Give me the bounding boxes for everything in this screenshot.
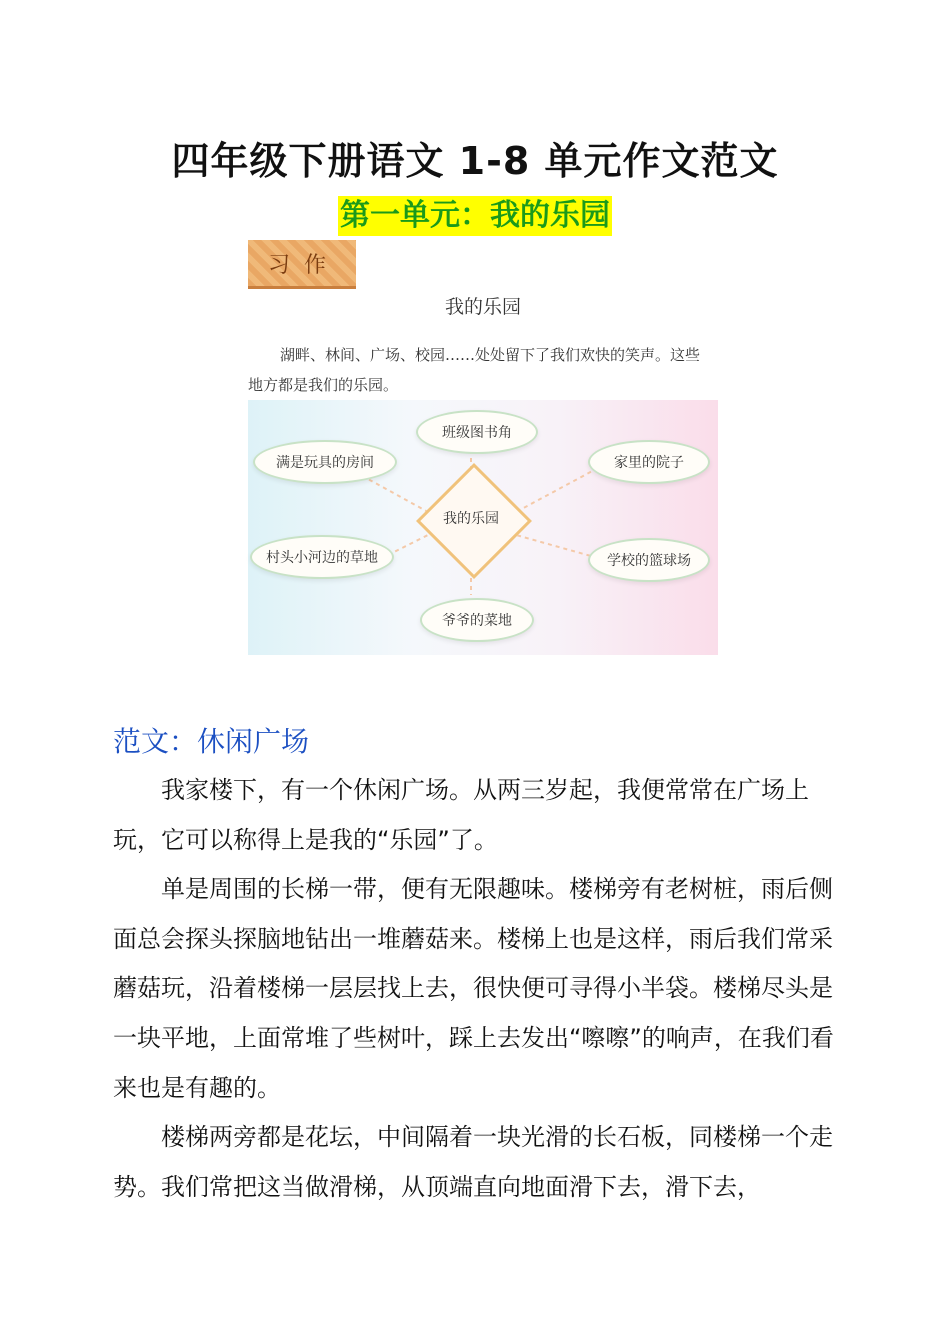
- connector-upper-right: [516, 468, 598, 512]
- mind-map-diagram: [248, 400, 718, 655]
- section-tag-label: 习作: [268, 253, 341, 278]
- figure-intro: 湖畔、林间、广场、校园……处处留下了我们欢快的笑声。这些地方都是我们的乐园。: [248, 346, 701, 394]
- bubble-basketball-court: 学校的篮球场: [588, 538, 710, 582]
- essay-title: 范文：休闲广场: [113, 725, 310, 758]
- document-title: 四年级下册语文 1-8 单元作文范文: [171, 139, 779, 183]
- essay-paragraph: 单是周围的长梯一带，便有无限趣味。楼梯旁有老树桩，雨后侧面总会探头探脑地钻出一堆蘑菇来。楼梯上也是这样，雨后我们常采蘑菇玩，沿着楼梯一层层找上去，很快便可寻得小半袋。楼梯尽头是一块平地，上面常堆了些树叶，踩上去发出“嚓嚓”的响声，在我们看来也是有趣的。: [113, 875, 834, 1102]
- essay-paragraph: 我家楼下，有一个休闲广场。从两三岁起，我便常常在广场上玩，它可以称得上是我的“乐园”了。: [113, 776, 809, 854]
- figure-title: 我的乐园: [444, 296, 521, 318]
- unit-title-wrap: [0, 196, 950, 236]
- textbook-figure: [248, 240, 718, 660]
- essay-body: [113, 766, 843, 1212]
- connector-lower-right: [516, 535, 598, 558]
- unit-title: 第一单元：我的乐园: [338, 196, 612, 236]
- bubble-home-yard: 家里的院子: [588, 440, 710, 484]
- bubble-toy-room: 满是玩具的房间: [253, 440, 397, 484]
- bubble-grandpa-garden: 爷爷的菜地: [420, 598, 534, 642]
- bubble-class-library: 班级图书角: [416, 410, 538, 454]
- center-label: 我的乐园: [443, 511, 499, 527]
- bubble-riverside-meadow: 村头小河边的草地: [250, 535, 394, 579]
- essay-paragraph: 楼梯两旁都是花坛，中间隔着一块光滑的长石板，同楼梯一个走势。我们常把这当做滑梯，从顶端直向地面滑下去，滑下去，: [113, 1123, 833, 1201]
- section-tag: [248, 240, 356, 289]
- connector-lower-left: [388, 535, 428, 555]
